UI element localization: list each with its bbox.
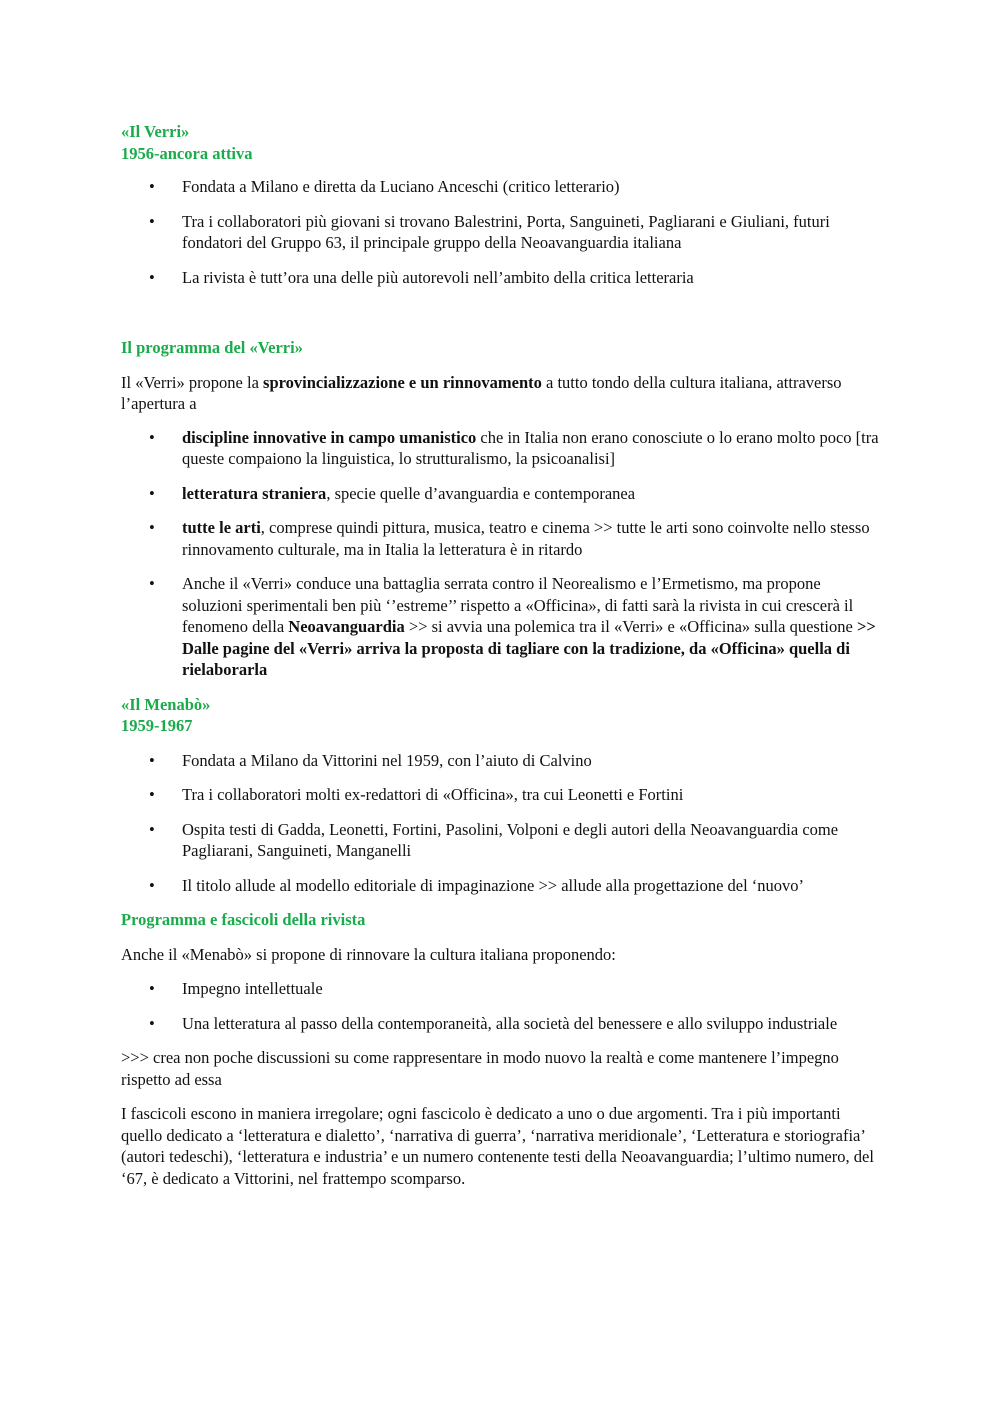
list-item-text: Tra i collaboratori molti ex-redattori di «Officina», tra cui Leonetti e Fortini (182, 785, 684, 804)
menabo-years: 1959-1967 (121, 716, 193, 735)
verri-title: «Il Verri» (121, 122, 190, 141)
list-item-text: Il titolo allude al modello editoriale di impaginazione >> allude alla progettazione del ‘nuovo’ (182, 875, 805, 895)
list-item-text: che in Italia non erano conosciute o lo erano molto poco [tra queste compaiono la linguistica, lo strutturalismo, la psicoanalisi] (182, 427, 879, 468)
list-item (121, 978, 881, 1000)
programma-verri-bullet-list (121, 427, 881, 681)
list-item (121, 427, 881, 470)
list-item-bold: tutte le arti (182, 518, 261, 537)
list-item (121, 267, 881, 289)
programma-menabo-heading: Programma e fascicoli della rivista (121, 910, 366, 929)
list-item (121, 819, 881, 862)
list-item-bold: Neoavanguardia (288, 617, 405, 636)
list-item (121, 483, 881, 505)
list-item (121, 784, 881, 806)
bullet-icon: • (149, 427, 155, 447)
verri-years: 1956-ancora attiva (121, 143, 253, 163)
bullet-icon: • (149, 785, 155, 804)
list-item-bold: >> Dalle pagine del «Verri» arriva la proposta di tagliare con la tradizione, da «Officina» quella di rielaborarla (182, 617, 876, 679)
intro-text-end: a tutto tondo della cultura italiana, attraverso l’apertura a (121, 372, 842, 413)
list-item (121, 176, 881, 198)
list-item-bold: letteratura straniera (182, 483, 327, 503)
verri-bullet-list (121, 176, 881, 288)
list-item-text: Anche il «Verri» conduce una battaglia serrata contro il Neorealismo e l’Ermetismo, ma propone soluzioni sperimentali ben più ‘’estreme’’ rispetto a «Officina», di fatti sarà la rivista in cui crescerà il fenomeno della (182, 574, 854, 636)
programma-verri-heading: Il programma del «Verri» (121, 338, 303, 357)
bullet-icon: • (149, 267, 155, 287)
list-item-text: Ospita testi di Gadda, Leonetti, Fortini, Pasolini, Volponi e degli autori della Neoavanguardia come Pagliarani, Sanguineti, Manganelli (182, 819, 839, 860)
bullet-icon: • (149, 574, 155, 593)
list-item-text: , specie quelle d’avanguardia e contemporanea (326, 483, 636, 503)
bullet-icon: • (149, 483, 155, 503)
list-item-text: >> si avvia una polemica tra il «Verri» e «Officina» sulla questione (404, 617, 857, 636)
bullet-icon: • (149, 211, 155, 231)
bullet-icon: • (149, 875, 155, 895)
intro-text: Il «Verri» propone la (121, 372, 264, 392)
list-item-text: Tra i collaboratori più giovani si trovano Balestrini, Porta, Sanguineti, Pagliarani e Giuliani, futuri fondatori del Gruppo 63, il principale gruppo della Neoavanguardia italiana (182, 211, 830, 252)
list-item-text: Una letteratura al passo della contemporaneità, alla società del benessere e allo sviluppo industriale (182, 1013, 838, 1033)
list-item-text: Impegno intellettuale (182, 979, 323, 998)
bullet-icon: • (149, 518, 155, 537)
programma-verri-intro (121, 372, 881, 415)
list-item (121, 875, 881, 897)
list-item-text: Fondata a Milano e diretta da Luciano Anceschi (critico letterario) (182, 177, 620, 196)
discussion-note: >>> crea non poche discussioni su come rappresentare in modo nuovo la realtà e come mantenere l’impegno rispetto ad essa (121, 1048, 839, 1089)
intro-bold-text: sprovincializzazione e un rinnovamento (263, 372, 542, 392)
bullet-icon: • (149, 979, 155, 998)
programma-menabo-intro: Anche il «Menabò» si propone di rinnovare la cultura italiana proponendo: (121, 944, 616, 964)
list-item (121, 1013, 881, 1035)
bullet-icon: • (149, 1013, 155, 1033)
list-item (121, 573, 881, 681)
list-item (121, 211, 881, 254)
list-item (121, 750, 881, 772)
menabo-bullet-list (121, 750, 881, 897)
menabo-title: «Il Menabò» (121, 694, 211, 714)
list-item (121, 517, 881, 560)
list-item-text: La rivista è tutt’ora una delle più autorevoli nell’ambito della critica letteraria (182, 267, 694, 287)
list-item-text: Fondata a Milano da Vittorini nel 1959, con l’aiuto di Calvino (182, 750, 592, 770)
list-item-bold: discipline innovative in campo umanistico (182, 427, 477, 447)
bullet-icon: • (149, 750, 155, 770)
bullet-icon: • (149, 819, 155, 839)
programma-menabo-bullet-list (121, 978, 881, 1034)
list-item-text: , comprese quindi pittura, musica, teatro e cinema >> tutte le arti sono coinvolte nello stesso rinnovamento culturale, ma in Italia la letteratura è in ritardo (182, 518, 870, 559)
bullet-icon: • (149, 177, 155, 196)
document-page (121, 121, 881, 1189)
fascicoli-paragraph: I fascicoli escono in maniera irregolare; ogni fascicolo è dedicato a uno o due argomenti. Tra i più importanti quello dedicato a ‘letteratura e dialetto’, ‘narrativa di guerra’, ‘narrativa meridionale’, ‘Letteratura e storiografia’ (autori tedeschi), ‘letteratura e industria’ e un numero contenente testi della Neoavanguardia; l’ultimo numero, del ‘67, è dedicato a Vittorini, nel frattempo scomparso. (121, 1104, 874, 1188)
